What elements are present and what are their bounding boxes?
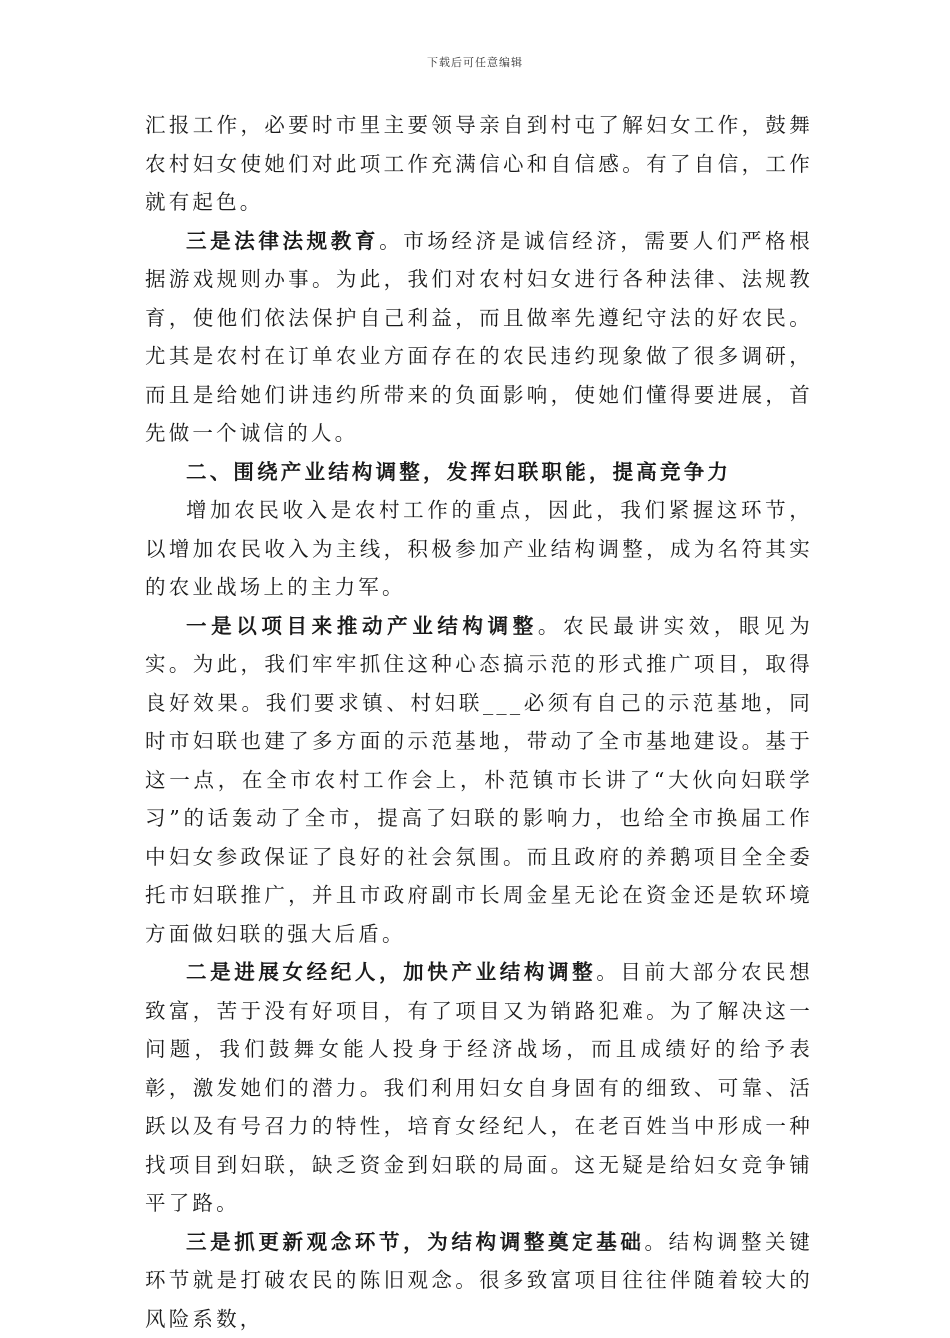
- paragraph-text: 。目前大部分农民想致富，苦于没有好项目，有了项目又为销路犯难。为了解决这一问题，我们鼓舞女能人投身于经济战场，而且成绩好的给予表彰，激发她们的潜力。我们利用妇女自身固有的细致、可靠、活跃以及有号召力的特性，培育女经纪人，在老百姓当中形成一种找项目到妇联，缺乏资金到妇联的局面。这无疑是给妇女竞争铺平了路。: [145, 960, 813, 1215]
- paragraph-7: [145, 1223, 813, 1338]
- paragraph-1: [145, 106, 813, 222]
- document-body: [145, 106, 813, 1338]
- section-heading: [145, 453, 813, 492]
- paragraph-6: [145, 953, 813, 1223]
- paragraph-text: 。市场经济是诚信经济，需要人们严格根据游戏规则办事。为此，我们对农村妇女进行各种法律、法规教育，使他们依法保护自己利益，而且做率先遵纪守法的好农民。尤其是农村在订单农业方面存在的农民违约现象做了很多调研，而且是给她们讲违约所带来的负面影响，使她们懂得要进展，首先做一个诚信的人。: [145, 229, 813, 446]
- paragraph-text: 增加农民收入是农村工作的重点，因此，我们紧握这环节，以增加农民收入为主线，积极参加产业结构调整，成为名符其实的农业战场上的主力军。: [145, 498, 813, 599]
- paragraph-text: 汇报工作，必要时市里主要领导亲自到村屯了解妇女工作，鼓舞农村妇女使她们对此项工作充满信心和自信感。有了自信，工作就有起色。: [145, 113, 813, 214]
- paragraph-lead: 三是抓更新观念环节，为结构调整奠定基础: [186, 1230, 645, 1254]
- paragraph-4: [145, 491, 813, 607]
- paragraph-lead: 二是进展女经纪人，加快产业结构调整: [186, 960, 596, 984]
- paragraph-text: 。农民最讲实效，眼见为实。为此，我们牢牢抓住这种心态搞示范的形式推广项目，取得良好效果。我们要求镇、村妇联___必须有自己的示范基地，同时市妇联也建了多方面的示范基地，带动了全市基地建设。基于这一点，在全市农村工作会上，朴范镇市长讲了“大伙向妇联学习”的话轰动了全市，提高了妇联的影响力，也给全市换届工作中妇女参政保证了良好的社会氛围。而且政府的养鹅项目全全委托市妇联推广，并且市政府副市长周金星无论在资金还是软环境方面做妇联的强大后盾。: [145, 614, 813, 946]
- section-heading-text: 二、围绕产业结构调整，发挥妇联职能，提高竞争力: [186, 460, 731, 484]
- paragraph-lead: 一是以项目来推动产业结构调整: [186, 614, 538, 638]
- paragraph-2: [145, 222, 813, 453]
- paragraph-lead: 三是法律法规教育: [186, 229, 379, 253]
- paragraph-text: 。结构调整关键环节就是打破农民的陈旧观念。很多致富项目往往伴随着较大的风险系数，: [145, 1230, 813, 1331]
- paragraph-5: [145, 607, 813, 954]
- header-note: 下载后可任意编辑: [0, 54, 950, 70]
